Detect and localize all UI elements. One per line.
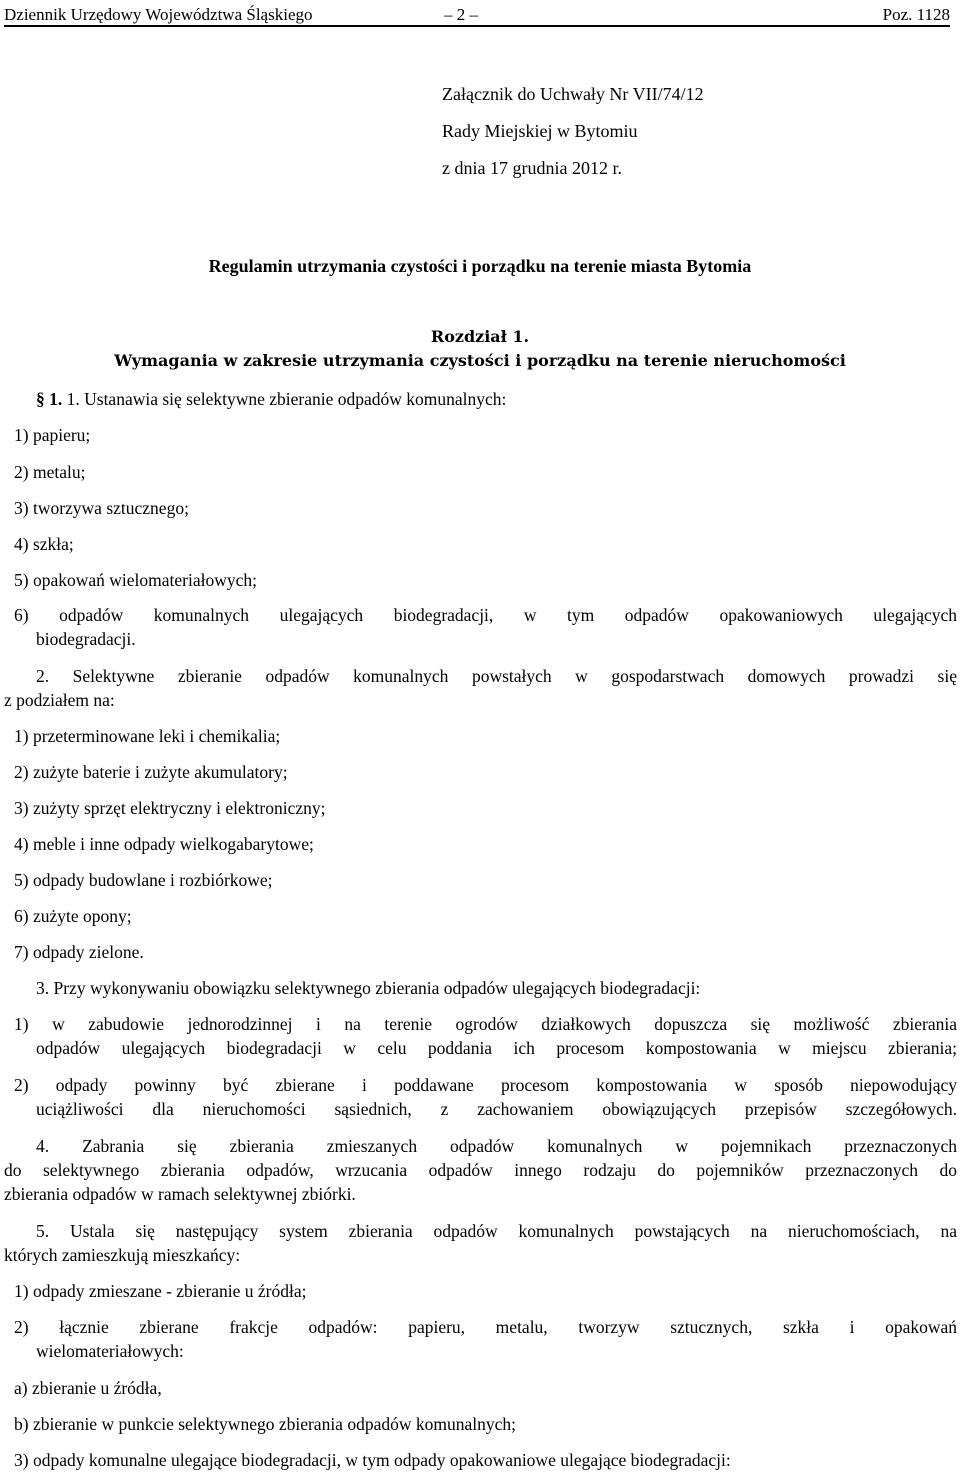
list-item-continuation: biodegradacji. [36, 629, 136, 649]
list-item: 4) meble i inne odpady wielkogabarytowe; [14, 834, 314, 854]
paragraph-1-text: 1. Ustanawia się selektywne zbieranie odpadów komunalnych: [66, 389, 507, 409]
paragraph-1-intro [36, 387, 957, 411]
list-item: 1) papieru; [14, 425, 91, 445]
document-title: Regulamin utrzymania czystości i porządku na terenie miasta Bytomia [208, 256, 752, 276]
page-number: – 2 – [444, 5, 478, 24]
list-item: 7) odpady zielone. [14, 942, 144, 962]
annex-block [442, 76, 704, 187]
section-marker: § 1. [36, 389, 63, 409]
list-item: 5) opakowań wielomateriałowych; [14, 570, 257, 590]
item-number: Poz. 1128 [882, 5, 950, 24]
list-item: 3) zużyty sprzęt elektryczny i elektroniczny; [14, 798, 326, 818]
list-item: 1) przeterminowane leki i chemikalia; [14, 726, 281, 746]
list-item-continuation: odpadów ulegających biodegradacji w celu poddania ich procesom kompostowania w miejscu zbierania; [36, 1038, 957, 1058]
paragraph-5-continuation: których zamieszkują mieszkańcy: [4, 1245, 241, 1265]
sub-list-item: a) zbieranie u źródła, [14, 1378, 162, 1398]
list-item: 6) odpadów komunalnych ulegających biodegradacji, w tym odpadów opakowaniowych ulegających [14, 605, 957, 625]
paragraph-2-intro: 2. Selektywne zbieranie odpadów komunalnych powstałych w gospodarstwach domowych prowadzi się [36, 666, 957, 686]
list-item: 2) metalu; [14, 462, 86, 482]
list-item: 1) odpady zmieszane - zbieranie u źródła; [14, 1281, 307, 1301]
list-item-continuation: uciążliwości dla nieruchomości sąsiednich, z zachowaniem obowiązujących przepisów szczegółowych. [36, 1099, 957, 1119]
chapter-number: Rozdział 1. [430, 327, 530, 346]
chapter-name: Wymagania w zakresie utrzymania czystości i porządku na terenie nieruchomości [114, 351, 846, 370]
paragraph-4-line: do selektywnego zbierania odpadów, wrzucania odpadów innego rodzaju do pojemników przeznaczonych do [4, 1160, 957, 1180]
page-header [4, 3, 950, 27]
paragraph-3-intro: 3. Przy wykonywaniu obowiązku selektywnego zbierania odpadów ulegających biodegradacji: [36, 978, 701, 998]
list-item: 3) odpady komunalne ulegające biodegradacji, w tym odpady opakowaniowe ulegające biodegradacji: [14, 1450, 731, 1470]
list-item: 4) szkła; [14, 534, 74, 554]
annex-line-2: Rady Miejskiej w Bytomiu [442, 121, 638, 141]
annex-line-1: Załącznik do Uchwały Nr VII/74/12 [442, 84, 704, 104]
paragraph-4-line: zbierania odpadów w ramach selektywnej zbiórki. [4, 1184, 356, 1204]
paragraph-2-continuation: z podziałem na: [4, 690, 115, 710]
list-item: 2) łącznie zbierane frakcje odpadów: papieru, metalu, tworzyw sztucznych, szkła i opakowań [14, 1317, 957, 1337]
annex-line-3: z dnia 17 grudnia 2012 r. [442, 158, 622, 178]
paragraph-4-line: 4. Zabrania się zbierania zmieszanych odpadów komunalnych w pojemnikach przeznaczonych [36, 1136, 957, 1156]
list-item: 2) odpady powinny być zbierane i poddawane procesom kompostowania w sposób niepowodujący [14, 1075, 957, 1095]
list-item: 1) w zabudowie jednorodzinnej i na terenie ogrodów działkowych dopuszcza się możliwość zbierania [14, 1014, 957, 1034]
sub-list-item: b) zbieranie w punkcie selektywnego zbierania odpadów komunalnych; [14, 1414, 516, 1434]
paragraph-5-intro: 5. Ustala się następujący system zbierania odpadów komunalnych powstających na nieruchomościach, na [36, 1221, 957, 1241]
list-item: 5) odpady budowlane i rozbiórkowe; [14, 870, 273, 890]
list-item: 2) zużyte baterie i zużyte akumulatory; [14, 762, 288, 782]
list-item: 6) zużyte opony; [14, 906, 132, 926]
list-item-continuation: wielomateriałowych: [36, 1341, 184, 1361]
journal-name: Dziennik Urzędowy Województwa Śląskiego [4, 5, 313, 24]
list-item: 3) tworzywa sztucznego; [14, 498, 189, 518]
